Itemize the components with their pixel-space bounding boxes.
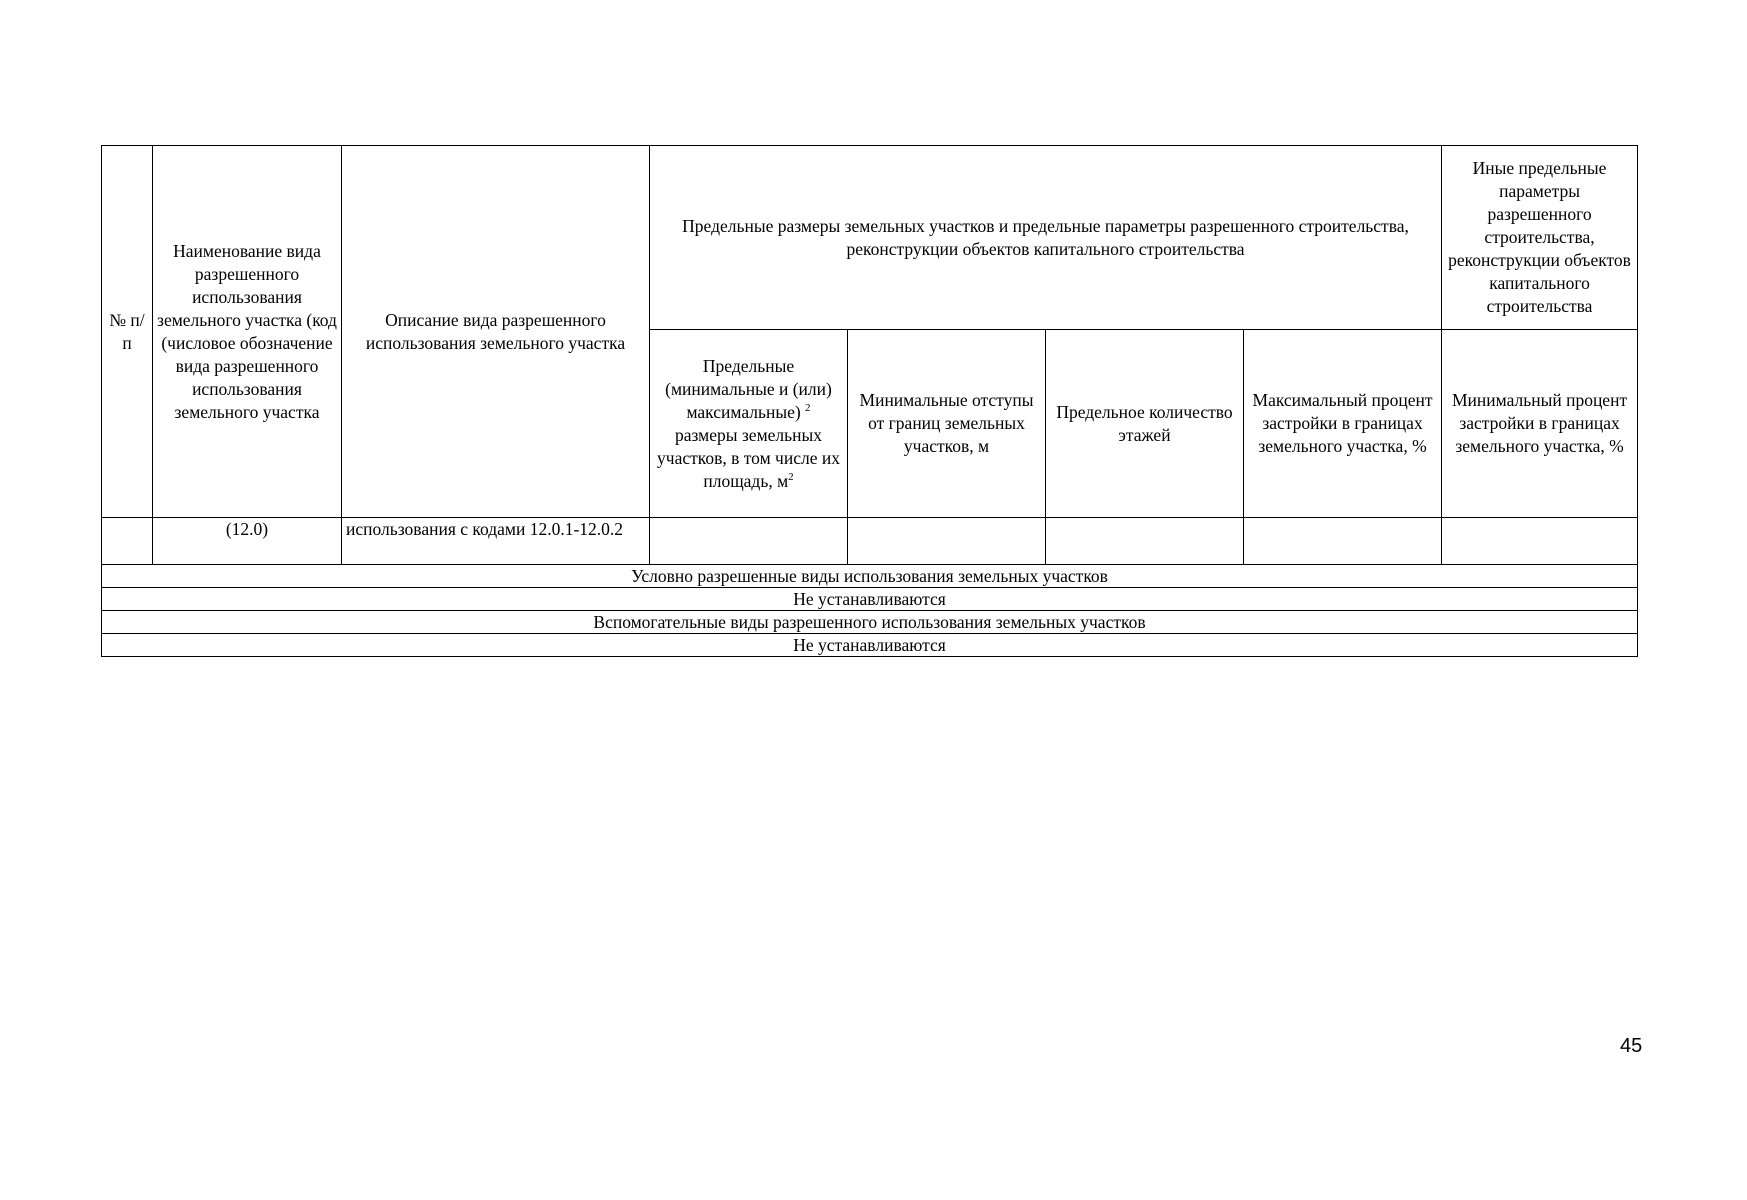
band-auxiliary-value: Не устанавливаются xyxy=(102,634,1638,657)
row-num xyxy=(102,518,153,565)
band-row-auxiliary-value xyxy=(102,634,1638,657)
table-row xyxy=(102,518,1638,565)
header-limits-group: Предельные размеры земельных участков и предельные параметры разрешенного строительства, реконструкции объектов капитального строительства xyxy=(650,146,1442,330)
row-setbacks xyxy=(848,518,1046,565)
row-description: использования с кодами 12.0.1-12.0.2 xyxy=(342,518,650,565)
header-setbacks: Минимальные отступы от границ земельных участков, м xyxy=(848,330,1046,518)
header-plot-sizes xyxy=(650,330,848,518)
row-min-coverage xyxy=(1442,518,1638,565)
page-number: 45 xyxy=(1620,1035,1643,1057)
band-row-auxiliary xyxy=(102,611,1638,634)
band-conditional-title: Условно разрешенные виды использования земельных участков xyxy=(102,565,1638,588)
row-code: (12.0) xyxy=(153,518,342,565)
land-use-table xyxy=(101,145,1638,657)
header-plot-sizes-footnote: 2 xyxy=(805,401,811,414)
header-other-params: Иные предельные параметры разрешенного строительства, реконструкции объектов капитального строительства xyxy=(1442,146,1638,330)
header-plot-sizes-unit-sup: 2 xyxy=(788,470,794,483)
row-floors xyxy=(1046,518,1244,565)
row-plot-sizes xyxy=(650,518,848,565)
band-row-conditional-value xyxy=(102,588,1638,611)
header-plot-sizes-pre: Предельные (минимальные и (или) максимальные) xyxy=(665,355,832,422)
band-auxiliary-title: Вспомогательные виды разрешенного использования земельных участков xyxy=(102,611,1638,634)
band-conditional-value: Не устанавливаются xyxy=(102,588,1638,611)
header-description: Описание вида разрешенного использования земельного участка xyxy=(342,146,650,518)
header-type-name: Наименование вида разрешенного использования земельного участка (код (числовое обозначение вида разрешенного использования земельного участка xyxy=(153,146,342,518)
band-row-conditional xyxy=(102,565,1638,588)
header-num: № п/п xyxy=(102,146,153,518)
header-plot-sizes-post: размеры земельных участков, в том числе их площадь, м xyxy=(657,424,840,491)
header-row-top xyxy=(102,146,1638,330)
row-max-coverage xyxy=(1244,518,1442,565)
header-min-coverage: Минимальный процент застройки в границах земельного участка, % xyxy=(1442,330,1638,518)
header-floors: Предельное количество этажей xyxy=(1046,330,1244,518)
header-max-coverage: Максимальный процент застройки в границах земельного участка, % xyxy=(1244,330,1442,518)
